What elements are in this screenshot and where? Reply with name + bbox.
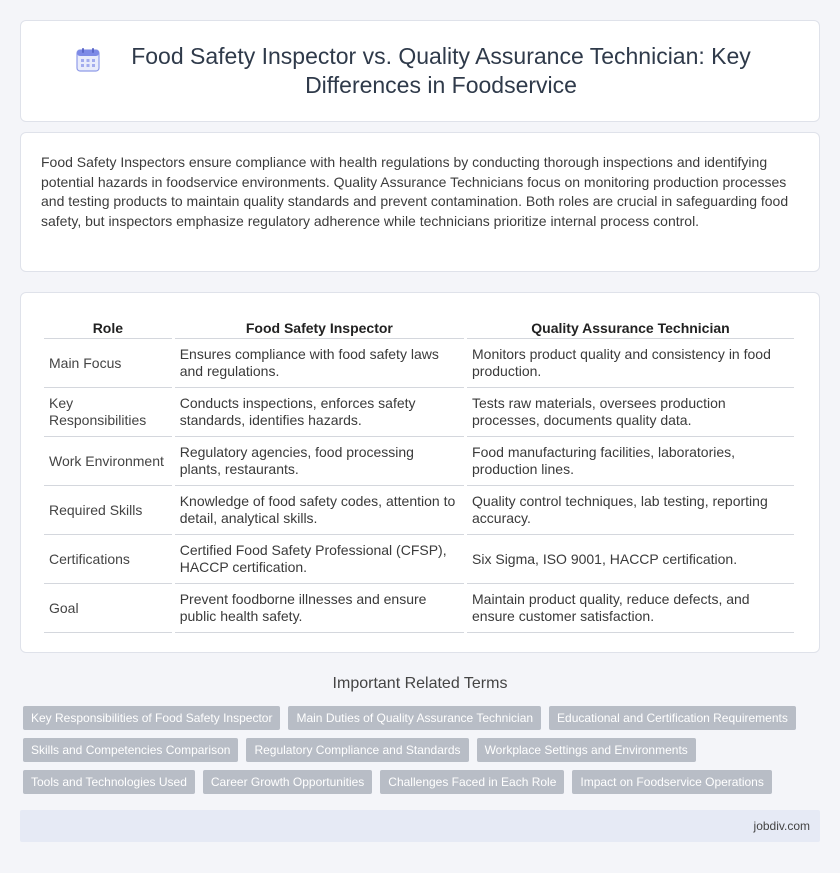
row-label: Key Responsibilities — [44, 388, 172, 437]
inspector-cell: Prevent foodborne illnesses and ensure public health safety. — [175, 584, 464, 633]
column-header-role: Role — [44, 313, 172, 339]
row-label: Required Skills — [44, 486, 172, 535]
related-term-tag[interactable]: Challenges Faced in Each Role — [380, 770, 564, 794]
technician-cell: Six Sigma, ISO 9001, HACCP certification. — [467, 535, 794, 584]
inspector-cell: Conducts inspections, enforces safety standards, identifies hazards. — [175, 388, 464, 437]
footer-brand-link[interactable]: jobdiv.com — [753, 819, 810, 833]
table-header-row — [44, 313, 794, 339]
inspector-cell: Ensures compliance with food safety laws and regulations. — [175, 339, 464, 388]
row-label: Certifications — [44, 535, 172, 584]
inspector-cell: Knowledge of food safety codes, attention to detail, analytical skills. — [175, 486, 464, 535]
comparison-table — [41, 313, 797, 633]
related-term-tag[interactable]: Educational and Certification Requirements — [549, 706, 796, 730]
related-term-tag[interactable]: Key Responsibilities of Food Safety Inspector — [23, 706, 280, 730]
row-label: Main Focus — [44, 339, 172, 388]
table-row — [44, 339, 794, 388]
table-row — [44, 388, 794, 437]
summary-text: Food Safety Inspectors ensure compliance with health regulations by conducting thorough inspections and identifying potential hazards in foodservice environments. Quality Assurance Technicians focus on monitoring production processes and testing products to maintain quality standards and prevent contamination. Both roles are crucial in safeguarding food safety, but inspectors emphasize regulatory adherence while technicians prioritize internal process control. — [41, 154, 789, 229]
technician-cell: Tests raw materials, oversees production processes, documents quality data. — [467, 388, 794, 437]
page-title: Food Safety Inspector vs. Quality Assurance Technician: Key Differences in Foodservice — [131, 43, 751, 98]
technician-cell: Maintain product quality, reduce defects, and ensure customer satisfaction. — [467, 584, 794, 633]
header-card — [20, 20, 820, 122]
technician-cell: Quality control techniques, lab testing, reporting accuracy. — [467, 486, 794, 535]
row-label: Goal — [44, 584, 172, 633]
related-term-tag[interactable]: Impact on Foodservice Operations — [572, 770, 771, 794]
related-terms-list — [23, 706, 823, 802]
column-header-inspector: Food Safety Inspector — [175, 313, 464, 339]
summary-card — [20, 132, 820, 272]
related-term-tag[interactable]: Regulatory Compliance and Standards — [246, 738, 468, 762]
table-row — [44, 535, 794, 584]
related-terms-heading: Important Related Terms — [332, 675, 508, 692]
related-term-tag[interactable]: Tools and Technologies Used — [23, 770, 195, 794]
calendar-icon — [74, 46, 102, 74]
related-term-tag[interactable]: Skills and Competencies Comparison — [23, 738, 238, 762]
footer — [20, 810, 820, 842]
row-label: Work Environment — [44, 437, 172, 486]
column-header-technician: Quality Assurance Technician — [467, 313, 794, 339]
table-row — [44, 437, 794, 486]
related-term-tag[interactable]: Workplace Settings and Environments — [477, 738, 696, 762]
technician-cell: Food manufacturing facilities, laboratories, production lines. — [467, 437, 794, 486]
inspector-cell: Regulatory agencies, food processing plants, restaurants. — [175, 437, 464, 486]
related-term-tag[interactable]: Career Growth Opportunities — [203, 770, 372, 794]
technician-cell: Monitors product quality and consistency in food production. — [467, 339, 794, 388]
inspector-cell: Certified Food Safety Professional (CFSP), HACCP certification. — [175, 535, 464, 584]
table-row — [44, 584, 794, 633]
table-row — [44, 486, 794, 535]
comparison-table-card — [20, 292, 820, 653]
related-term-tag[interactable]: Main Duties of Quality Assurance Technician — [288, 706, 541, 730]
